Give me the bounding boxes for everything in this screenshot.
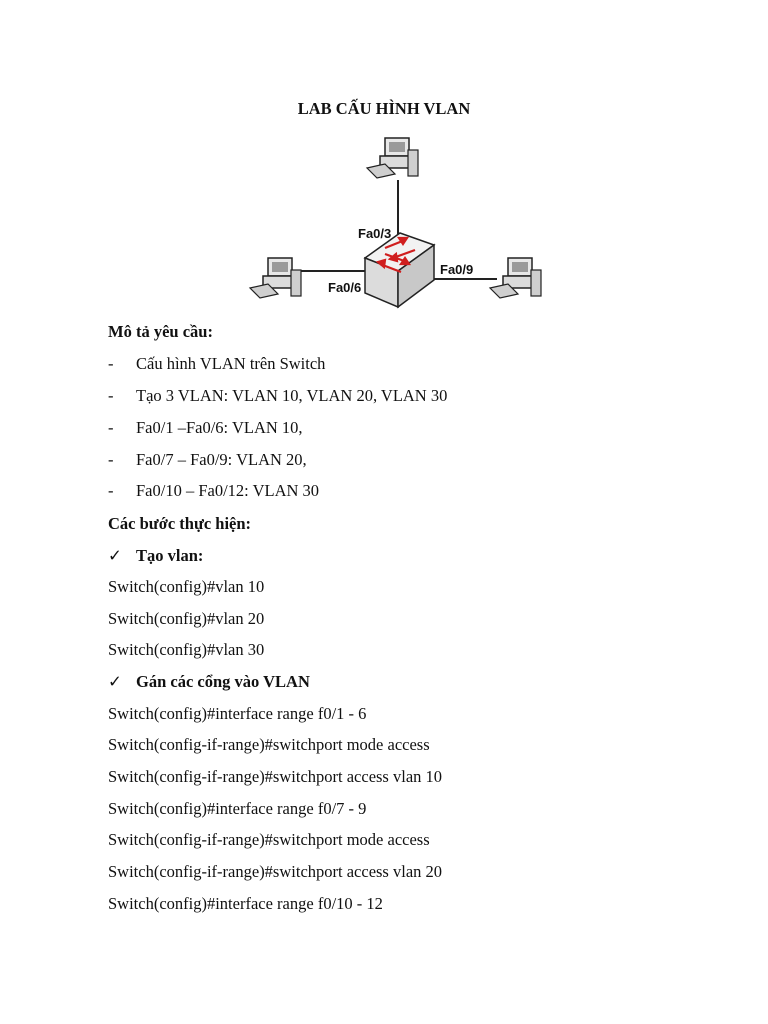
requirement-text: Fa0/7 – Fa0/9: VLAN 20, [136,450,307,469]
command-line: Switch(config)#vlan 30 [108,640,265,659]
checkmark-icon: ✓ [108,672,122,691]
command-line: Switch(config-if-range)#switchport mode access [108,735,430,754]
requirement-item [108,354,325,374]
pc-left-icon [250,258,301,298]
command-line: Switch(config)#interface range f0/10 - 12 [108,894,383,913]
steps-heading: Các bước thực hiện: [108,514,252,533]
bullet-dash: - [108,481,114,500]
requirement-text: Fa0/1 –Fa0/6: VLAN 10, [136,418,303,437]
requirement-item [108,386,447,406]
bullet-dash: - [108,450,114,469]
step-create-vlan [108,546,203,566]
requirements-heading: Mô tả yêu cầu: [108,322,213,341]
checkmark-icon: ✓ [108,546,122,565]
bullet-dash: - [108,354,114,373]
command-line: Switch(config-if-range)#switchport mode access [108,830,430,849]
switch-icon [365,233,434,307]
port-label-fa0-9: Fa0/9 [440,262,474,277]
bullet-dash: - [108,418,114,437]
pc-right-icon [490,258,541,298]
bullet-dash: - [108,386,114,405]
requirement-item [108,418,303,438]
pc-top-icon [367,138,418,178]
command-line: Switch(config)#vlan 10 [108,577,265,596]
command-line: Switch(config)#interface range f0/7 - 9 [108,799,367,818]
port-label-fa0-3: Fa0/3 [358,226,392,241]
step-label: Tạo vlan: [136,546,204,565]
command-line: Switch(config-if-range)#switchport access vlan 20 [108,862,443,881]
port-label-fa0-6: Fa0/6 [328,280,362,295]
requirement-text: Tạo 3 VLAN: VLAN 10, VLAN 20, VLAN 30 [136,386,448,405]
requirement-item [108,450,307,470]
step-label: Gán các cổng vào VLAN [136,672,310,691]
network-diagram [235,130,545,315]
requirement-text: Cấu hình VLAN trên Switch [136,354,326,373]
page-title: LAB CẤU HÌNH VLAN [297,99,471,118]
command-line: Switch(config)#vlan 20 [108,609,265,628]
command-line: Switch(config-if-range)#switchport access vlan 10 [108,767,443,786]
step-assign-ports [108,672,310,692]
requirement-item [108,481,319,501]
requirement-text: Fa0/10 – Fa0/12: VLAN 30 [136,481,320,500]
command-line: Switch(config)#interface range f0/1 - 6 [108,704,367,723]
